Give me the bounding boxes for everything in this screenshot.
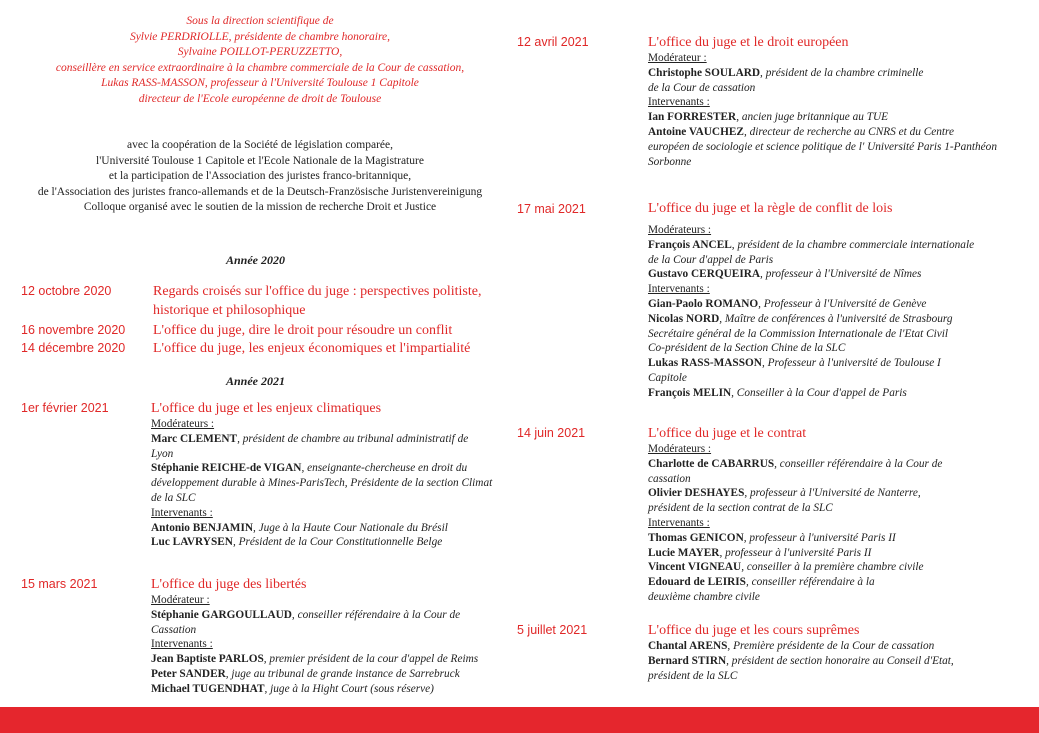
speakers-label: Intervenants : (648, 283, 710, 296)
person-desc: européen de sociologie et science politique de l' Université Paris 1-Panthéon (648, 140, 997, 153)
person-name: Ian FORRESTER (648, 111, 737, 124)
person-desc: , Professeur à l'université de Toulouse I (761, 357, 941, 370)
person-name: Vincent VIGNEAU (648, 561, 742, 574)
person-name: Bernard STIRN (648, 654, 727, 667)
person-name: Stéphanie REICHE-de VIGAN (151, 462, 302, 475)
person-name: François MELIN (648, 386, 732, 399)
session-title: L'office du juge et la règle de conflit de lois (648, 201, 893, 216)
person-desc: développement durable à Mines-ParisTech, Présidente de la section Climat (151, 477, 493, 490)
speakers-label: Intervenants : (151, 506, 213, 519)
person-desc: président de la section contrat de la SLC (648, 502, 833, 515)
session-details (648, 442, 942, 605)
session-title-line: historique et philosophique (153, 303, 306, 318)
person-desc: , professeur à l'université Paris II (719, 546, 872, 559)
person-desc: , président de la chambre commerciale internationale (731, 238, 975, 251)
person-name: Charlotte de CABARRUS (648, 457, 775, 470)
person-desc: , professeur à l'Université de Nîmes (760, 268, 922, 281)
person-desc: de la SLC (151, 491, 196, 504)
session-details (151, 417, 492, 550)
person-name: Peter SANDER (151, 667, 226, 680)
person-name: Jean Baptiste PARLOS (151, 653, 264, 666)
person-name: Lucie MAYER (648, 546, 720, 559)
person-desc: de la Cour d'appel de Paris (648, 253, 774, 266)
person-desc: , conseiller référendaire à la Cour de (291, 608, 461, 621)
person-desc: de la Cour de cassation (648, 81, 756, 94)
person-desc: , Président de la Cour Constitutionnelle Belge (232, 536, 443, 549)
person-name: Luc LAVRYSEN (151, 536, 233, 549)
moderators-label: Modérateur : (151, 594, 210, 606)
footer-band (0, 707, 1039, 733)
person-desc: , juge à la Hight Court (sous réserve) (264, 682, 434, 695)
person-desc: , conseiller à la première chambre civile (741, 561, 924, 574)
person-desc: , Conseiller à la Cour d'appel de Paris (731, 386, 907, 399)
session-details (648, 639, 954, 683)
person-name: Gian-Paolo ROMANO (648, 297, 759, 310)
session-date: 12 avril 2021 (517, 35, 589, 49)
cooperation-block (0, 138, 520, 216)
person-desc: Cassation (151, 623, 197, 636)
intro-line: Sylvaine POILLOT-PERUZZETTO, (177, 46, 343, 59)
session-title (153, 282, 481, 320)
person-name: Stéphanie GARGOULLAUD (151, 608, 292, 621)
person-desc: cassation (648, 472, 691, 485)
session-title: L'office du juge et les enjeux climatiques (151, 401, 382, 416)
speakers-label: Intervenants : (648, 96, 710, 109)
person-desc: Co-président de la Section Chine de la SLC (648, 342, 846, 355)
person-name: Chantal ARENS (648, 640, 728, 652)
person-desc: , professeur à l'Université de Nanterre, (744, 487, 921, 500)
session-title: L'office du juge et le contrat (648, 426, 807, 441)
person-name: Gustavo CERQUEIRA (648, 268, 761, 281)
person-name: Marc CLEMENT (151, 432, 238, 445)
speakers-label: Intervenants : (151, 638, 213, 651)
person-name: Michael TUGENDHAT (151, 682, 265, 695)
session-title-line: Regards croisés sur l'office du juge : perspectives politiste, (153, 284, 482, 299)
person-desc: , ancien juge britannique au TUE (736, 111, 889, 124)
session-date: 1er février 2021 (21, 401, 109, 415)
person-name: Edouard de LEIRIS (648, 576, 746, 589)
person-desc: , Juge à la Haute Cour Nationale du Brésil (253, 521, 448, 534)
session-details (648, 51, 997, 169)
coop-line: l'Université Toulouse 1 Capitole et l'Ecole Nationale de la Magistrature (96, 154, 424, 167)
person-desc: , juge au tribunal de grande instance de Sarrebruck (225, 667, 460, 680)
intro-line: directeur de l'Ecole européenne de droit de Toulouse (138, 92, 382, 105)
person-name: Thomas GENICON (648, 531, 744, 544)
person-name: Antonio BENJAMIN (151, 521, 253, 534)
person-name: Olivier DESHAYES (648, 487, 745, 500)
person-name: Antoine VAUCHEZ (648, 125, 744, 138)
person-desc: , Maître de conférences à l'université de Strasbourg (719, 312, 953, 325)
direction-block (0, 14, 520, 108)
session-date: 14 juin 2021 (517, 426, 586, 440)
coop-line: Colloque organisé avec le soutien de la mission de recherche Droit et Justice (83, 201, 437, 214)
person-desc: , Première présidente de la Cour de cassation (727, 640, 935, 652)
session-date: 12 octobre 2020 (21, 284, 112, 298)
person-desc: , président de la chambre criminelle (760, 66, 924, 79)
session-title: L'office du juge, dire le droit pour résoudre un conflit (153, 323, 453, 338)
session-details (648, 223, 974, 401)
person-desc: Capitole (648, 371, 687, 384)
person-desc: deuxième chambre civile (648, 590, 760, 603)
intro-line: conseillère en service extraordinaire à la chambre commerciale de la Cour de cassation, (55, 61, 465, 74)
person-desc: , président de section honoraire au Conseil d'Etat, (726, 654, 954, 667)
person-desc: , enseignante-chercheuse en droit du (301, 462, 468, 475)
person-desc: Sorbonne (648, 155, 692, 168)
session-details (151, 593, 478, 697)
intro-line: Sylvie PERDRIOLLE, présidente de chambre honoraire, (129, 30, 391, 43)
session-title: L'office du juge et les cours suprêmes (648, 623, 860, 638)
person-desc: , président de chambre au tribunal administratif de (237, 432, 469, 445)
coop-line: et la participation de l'Association des juristes franco-britannique, (108, 170, 412, 183)
session-title: L'office du juge des libertés (151, 577, 307, 592)
person-desc: président de la SLC (648, 669, 738, 682)
moderators-label: Modérateurs : (648, 224, 712, 236)
person-desc: , directeur de recherche au CNRS et du Centre (743, 125, 955, 138)
person-desc: , conseiller référendaire à la (745, 576, 875, 589)
intro-line: Lukas RASS-MASSON, professeur à l'Université Toulouse 1 Capitole (101, 77, 419, 90)
session-date: 17 mai 2021 (517, 202, 586, 216)
person-desc: , premier président de la cour d'appel de Reims (263, 653, 479, 666)
person-desc: Lyon (151, 447, 174, 460)
person-name: Lukas RASS-MASSON (648, 357, 762, 370)
person-name: Christophe SOULARD (648, 66, 761, 79)
year-2020-heading: Année 2020 (226, 253, 286, 267)
session-date: 14 décembre 2020 (21, 341, 126, 355)
person-desc: Secrétaire général de la Commission Internationale de l'Etat Civil (648, 327, 949, 340)
session-date: 5 juillet 2021 (517, 623, 588, 637)
session-date: 15 mars 2021 (21, 577, 98, 591)
moderators-label: Modérateur : (648, 52, 707, 64)
moderators-label: Modérateurs : (648, 443, 712, 455)
moderators-label: Modérateurs : (151, 418, 215, 430)
intro-line: Sous la direction scientifique de (186, 15, 334, 27)
person-name: François ANCEL (648, 238, 732, 251)
year-2021-heading: Année 2021 (226, 374, 286, 388)
coop-line: avec la coopération de la Société de législation comparée, (127, 139, 393, 151)
coop-line: de l'Association des juristes franco-allemands et de la Deutsch-Französische Juristenvereinigung (37, 185, 483, 198)
speakers-label: Intervenants : (648, 516, 710, 529)
person-name: Nicolas NORD (648, 312, 720, 325)
session-title: L'office du juge, les enjeux économiques et l'impartialité (153, 341, 471, 356)
person-desc: , conseiller référendaire à la Cour de (774, 457, 943, 470)
person-desc: , Professeur à l'Université de Genève (758, 297, 927, 310)
session-title: L'office du juge et le droit européen (648, 35, 849, 50)
session-date: 16 novembre 2020 (21, 323, 126, 337)
person-desc: , professeur à l'université Paris II (743, 531, 896, 544)
